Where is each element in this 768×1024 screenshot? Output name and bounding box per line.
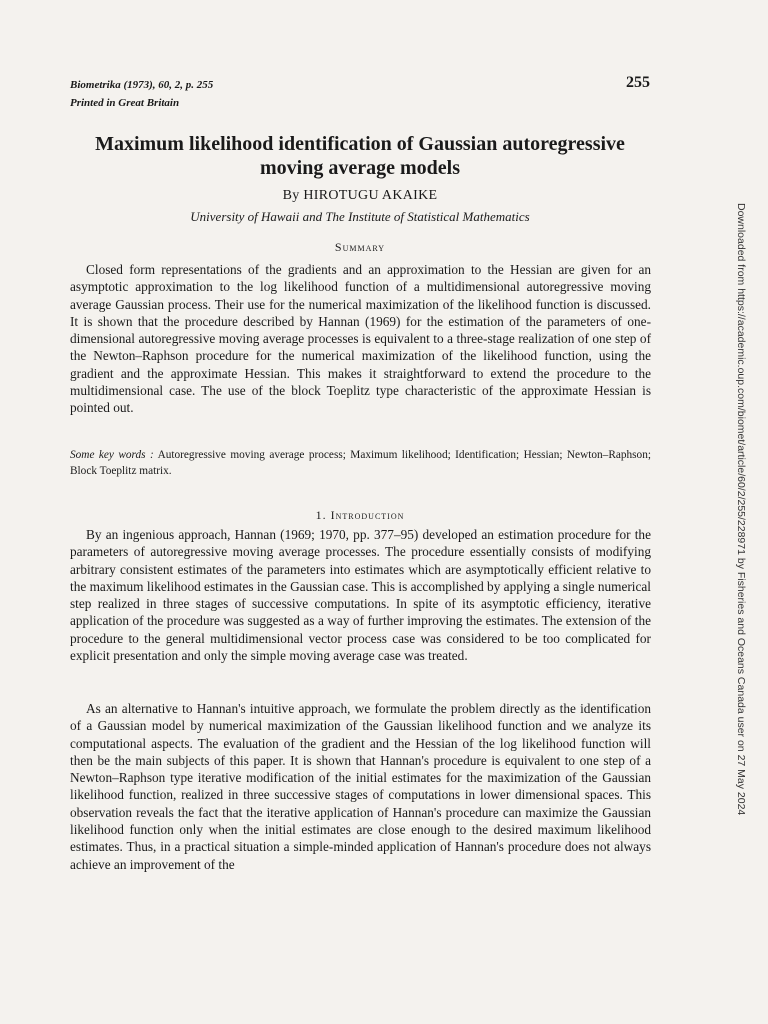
author-affiliation: University of Hawaii and The Institute of Statistical Mathematics bbox=[190, 209, 530, 224]
author-prefix: By bbox=[282, 188, 300, 203]
keywords-text: Autoregressive moving average process; Maximum likelihood; Identification; Hessian; Newton–Raphson; Block Toeplitz matrix. bbox=[70, 449, 651, 477]
introduction-paragraph-1: By an ingenious approach, Hannan (1969; 1970, pp. 377–95) developed an estimation procedure for the parameters of autoregressive moving average processes. The procedure essentially consists of modifying arbitrary consistent estimates of the parameters into estimates which are asymptotically efficient relative to the maximum likelihood estimates in the Gaussian case. This is accomplished by applying a single numerical step realized in three stages of successive computations. In spite of its asymptotic efficiency, iterative application of the procedure was suggested as a way of further improving the estimates. The extension of the procedure to the general multidimensional vector process case was considered to be too complicated for explicit presentation and only the simple moving average case was treated. bbox=[70, 527, 651, 664]
keywords bbox=[70, 447, 651, 479]
download-watermark: Downloaded from https://academic.oup.com/biomet/article/60/2/255/228971 by Fisheries and Oceans Canada user on 27 May 2024 bbox=[735, 203, 747, 816]
author-name: HIROTUGU AKAIKE bbox=[303, 188, 438, 203]
journal-info bbox=[70, 76, 213, 112]
page-number: 255 bbox=[626, 74, 650, 91]
journal-citation: Biometrika (1973), 60, 2, p. 255 bbox=[70, 79, 214, 91]
introduction-heading: 1. Introduction bbox=[315, 508, 405, 522]
printed-location: Printed in Great Britain bbox=[70, 97, 180, 109]
introduction-paragraph-2: As an alternative to Hannan's intuitive approach, we formulate the problem directly as the identification of a Gaussian model by numerical maximization of the Gaussian likelihood function and we analyze its computational aspects. The evaluation of the gradient and the Hessian of the log likelihood function will then be the main subjects of this paper. It is shown that Hannan's procedure is equivalent to one step of a Newton–Raphson type iterative modification of the initial estimates for the maximization of the Gaussian likelihood function, realized in three successive stages of computations in lower dimensional spaces. This observation reveals the fact that the iterative application of Hannan's procedure can maximize the Gaussian likelihood function only when the initial estimates are close enough to the desired maximum likelihood estimates. Thus, in a practical situation a simple-minded application of Hannan's procedure does not always achieve an improvement of the bbox=[70, 701, 651, 872]
keywords-label: Some key words : bbox=[70, 449, 154, 461]
summary-heading: Summary bbox=[334, 240, 386, 254]
author-line bbox=[70, 188, 650, 204]
paper-title: Maximum likelihood identification of Gaussian autoregressive moving average models bbox=[95, 133, 625, 179]
summary-text: Closed form representations of the gradients and an approximation to the Hessian are given for an asymptotic approximation to the log likelihood function of a multidimensional autoregressive moving average Gaussian process. Their use for the numerical maximization of the likelihood function is discussed. It is shown that the procedure described by Hannan (1969) for the estimation of the parameters of one-dimensional autoregressive moving average processes is equivalent to a three-stage realization of one step of the Newton–Raphson procedure for the numerical maximization of the likelihood function, using the gradient and the approximate Hessian. This makes it straightforward to extend the procedure to the multidimensional case. The use of the block Toeplitz type characteristic of the approximate Hessian is pointed out. bbox=[70, 262, 651, 416]
